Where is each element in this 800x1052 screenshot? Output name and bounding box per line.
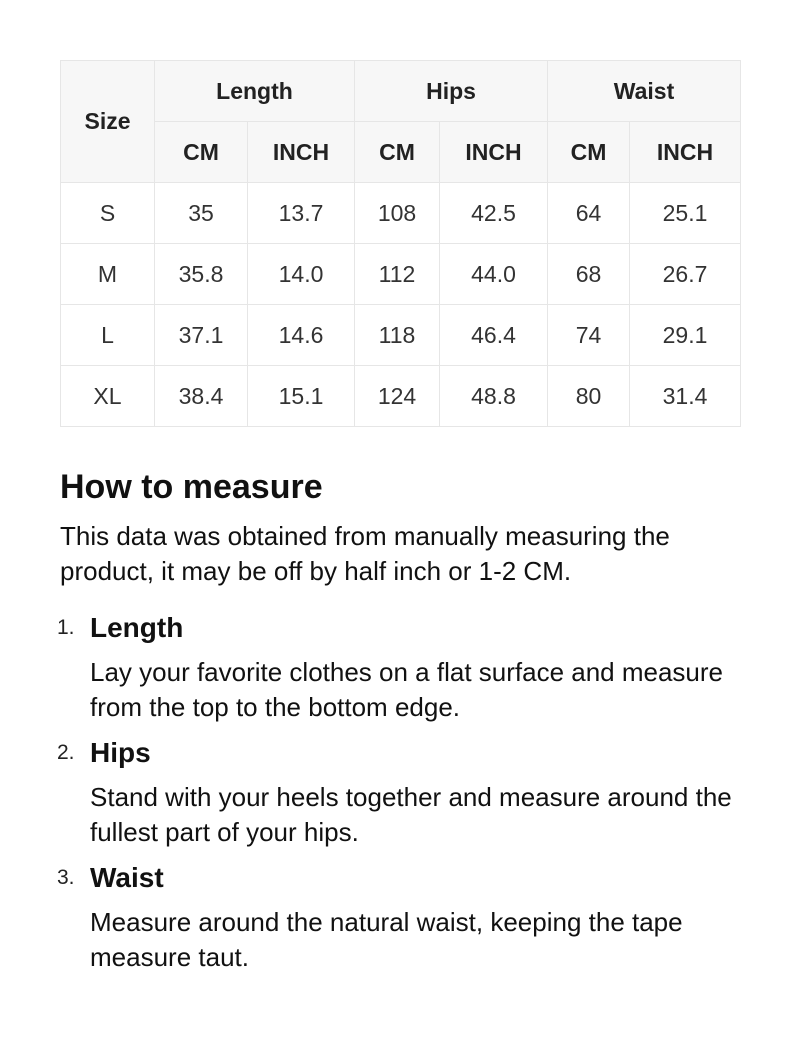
measure-steps-list	[57, 611, 740, 975]
step-title: Hips	[90, 737, 151, 768]
table-cell: 38.4	[155, 366, 248, 427]
table-cell: 108	[355, 183, 440, 244]
unit-header: INCH	[248, 122, 355, 183]
step-description: Measure around the natural waist, keeping the tape measure taut.	[90, 907, 683, 972]
table-cell: 118	[355, 305, 440, 366]
table-cell: 68	[548, 244, 630, 305]
table-cell: 37.1	[155, 305, 248, 366]
table-header	[61, 61, 741, 183]
step-number: 1.	[57, 616, 75, 639]
unit-header: CM	[548, 122, 630, 183]
how-to-measure-intro: This data was obtained from manually measuring the product, it may be off by half inch or 1-2 CM.	[60, 521, 670, 586]
measure-step-waist	[57, 861, 740, 975]
table-cell: 35.8	[155, 244, 248, 305]
unit-header: CM	[355, 122, 440, 183]
table-cell: 31.4	[630, 366, 741, 427]
size-cell: L	[61, 305, 155, 366]
table-cell: 13.7	[248, 183, 355, 244]
table-row	[61, 244, 741, 305]
table-cell: 64	[548, 183, 630, 244]
table-cell: 48.8	[440, 366, 548, 427]
table-cell: 25.1	[630, 183, 741, 244]
size-cell: XL	[61, 366, 155, 427]
size-cell: S	[61, 183, 155, 244]
table-cell: 35	[155, 183, 248, 244]
table-cell: 124	[355, 366, 440, 427]
table-row	[61, 305, 741, 366]
measure-step-length	[57, 611, 740, 725]
table-cell: 74	[548, 305, 630, 366]
table-cell: 46.4	[440, 305, 548, 366]
step-number: 2.	[57, 741, 75, 764]
unit-header: INCH	[630, 122, 741, 183]
unit-header: CM	[155, 122, 248, 183]
group-header-waist: Waist	[548, 61, 741, 122]
table-header-row-units	[61, 122, 741, 183]
table-cell: 29.1	[630, 305, 741, 366]
step-description: Lay your favorite clothes on a flat surface and measure from the top to the bottom edge.	[90, 657, 724, 722]
unit-header: INCH	[440, 122, 548, 183]
table-cell: 14.6	[248, 305, 355, 366]
table-cell: 112	[355, 244, 440, 305]
table-body	[61, 183, 741, 427]
table-cell: 42.5	[440, 183, 548, 244]
step-number: 3.	[57, 866, 75, 889]
how-to-measure-title: How to measure	[60, 468, 323, 506]
step-title: Length	[90, 612, 184, 643]
table-cell: 80	[548, 366, 630, 427]
table-cell: 26.7	[630, 244, 741, 305]
group-header-length: Length	[155, 61, 355, 122]
size-chart-table	[60, 60, 741, 427]
table-cell: 14.0	[248, 244, 355, 305]
group-header-hips: Hips	[355, 61, 548, 122]
measure-step-hips	[57, 736, 740, 850]
table-cell: 44.0	[440, 244, 548, 305]
table-row	[61, 366, 741, 427]
table-cell: 15.1	[248, 366, 355, 427]
step-title: Waist	[90, 862, 164, 893]
step-description: Stand with your heels together and measure around the fullest part of your hips.	[90, 782, 732, 847]
table-row	[61, 183, 741, 244]
table-header-row-groups	[61, 61, 741, 122]
size-cell: M	[61, 244, 155, 305]
size-header: Size	[61, 61, 155, 183]
